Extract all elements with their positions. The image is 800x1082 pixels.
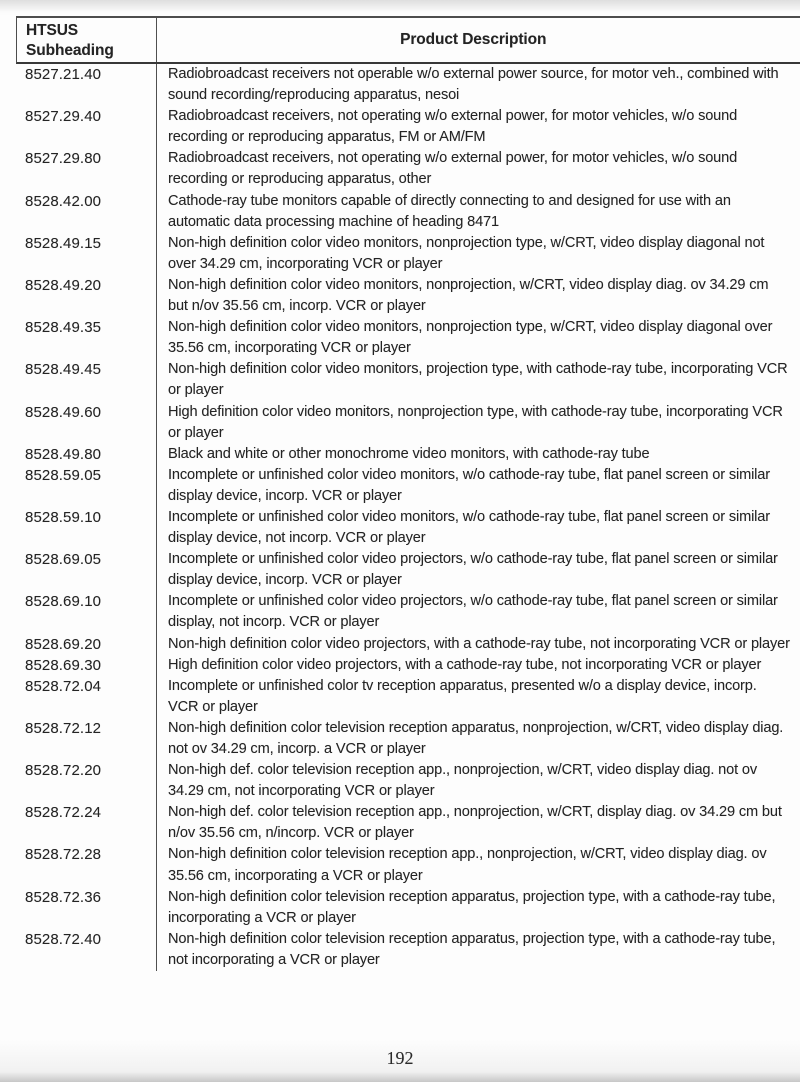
htsus-code-cell: 8528.49.80 [16,444,157,465]
table-row [16,359,800,401]
htsus-code-cell: 8528.72.20 [16,760,157,802]
product-description-cell: Incomplete or unfinished color video monitors, w/o cathode-ray tube, flat panel screen or similar display device, incorp. VCR or player [168,466,770,504]
table-row [16,275,800,317]
column-header-product-description: Product Description [400,31,547,48]
product-description-cell: Non-high definition color video monitors, nonprojection, w/CRT, video display diag. ov 34.29 cm but n/ov 35.56 cm, incorp. VCR or player [168,276,769,315]
product-description-cell: High definition color video monitors, nonprojection type, with cathode-ray tube, incorporating VCR or player [168,403,783,441]
htsus-code-cell: 8528.49.45 [16,359,157,401]
table-row [16,549,800,591]
product-description-cell: Incomplete or unfinished color video monitors, w/o cathode-ray tube, flat panel screen or similar display device, not incorp. VCR or player [168,508,770,547]
table-row [16,444,800,465]
product-description-cell: Non-high def. color television reception app., nonprojection, w/CRT, video display diag. not ov 34.29 cm, not incorporating VCR or player [168,762,758,800]
htsus-code-cell: 8528.69.05 [16,549,157,591]
htsus-code-cell: 8528.69.10 [16,591,157,633]
product-description-cell: Non-high definition color television reception apparatus, projection type, with a cathode-ray tube, not incorporating a VCR or player [168,930,776,968]
product-description-cell: Radiobroadcast receivers not operable w/o external power source, for motor veh., combined with sound recording/reproducing apparatus, nesoi [168,66,779,104]
table-body [16,64,800,971]
page-number: 192 [386,1048,414,1068]
table-header-row [16,18,800,64]
htsus-code-cell: 8528.72.28 [16,844,157,886]
table-row [16,634,800,655]
scan-edge-shadow-top [0,0,800,12]
product-description-cell: Incomplete or unfinished color video projectors, w/o cathode-ray tube, flat panel screen or similar display, not incorp. VCR or player [168,593,778,631]
column-header-htsus-subheading: HTSUS Subheading [17,18,157,62]
htsus-code-cell: 8528.59.10 [16,507,157,549]
product-description-cell: Non-high definition color television reception app., nonprojection, w/CRT, video display diag. ov 35.56 cm, incorporating a VCR or player [168,846,767,884]
table-row [16,106,800,148]
table-row [16,233,800,275]
table-row [16,591,800,633]
htsus-code-cell: 8528.69.20 [16,634,157,655]
htsus-code-cell: 8528.49.20 [16,275,157,317]
table-row [16,148,800,190]
table-row [16,718,800,760]
table-row [16,507,800,549]
product-description-cell: Radiobroadcast receivers, not operating w/o external power, for motor vehicles, w/o sound recording or reproducing apparatus, FM or AM/FM [168,108,738,146]
htsus-code-cell: 8528.42.00 [16,191,157,233]
product-description-cell: High definition color video projectors, with a cathode-ray tube, not incorporating VCR or player [168,656,762,673]
table-row [16,655,800,676]
table-row [16,317,800,359]
table-row [16,802,800,844]
table-row [16,887,800,929]
table-row [16,760,800,802]
product-description-cell: Non-high definition color television reception apparatus, nonprojection, w/CRT, video display diag. not ov 34.29 cm, incorp. a VCR or player [168,719,784,757]
table-row [16,844,800,886]
htsus-code-cell: 8528.49.15 [16,233,157,275]
product-description-cell: Cathode-ray tube monitors capable of directly connecting to and designed for use with an automatic data processing machine of heading 8471 [168,192,731,230]
product-description-cell: Non-high definition color television reception apparatus, projection type, with a cathode-ray tube, incorporating a VCR or player [168,888,776,926]
htsus-code-cell: 8528.72.12 [16,718,157,760]
htsus-code-cell: 8528.72.36 [16,887,157,929]
product-description-cell: Non-high definition color video monitors, projection type, with cathode-ray tube, incorporating VCR or player [168,361,788,399]
htsus-code-cell: 8528.49.35 [16,317,157,359]
table-row [16,676,800,718]
htsus-code-cell: 8528.72.40 [16,929,157,971]
product-description-cell: Non-high definition color video monitors, nonprojection type, w/CRT, video display diagonal over 35.56 cm, incorporating VCR or player [168,319,773,357]
table-row [16,929,800,971]
htsus-code-cell: 8528.69.30 [16,655,157,676]
htsus-code-cell: 8528.49.60 [16,402,157,444]
scan-edge-shadow-bottom [0,1072,800,1082]
product-description-cell: Non-high definition color video projectors, with a cathode-ray tube, not incorporating VCR or player [168,635,790,652]
product-description-cell: Black and white or other monochrome video monitors, with cathode-ray tube [168,445,650,462]
product-description-cell: Incomplete or unfinished color video projectors, w/o cathode-ray tube, flat panel screen or similar display device, incorp. VCR or player [168,551,778,589]
product-description-cell: Radiobroadcast receivers, not operating w/o external power, for motor vehicles, w/o sound recording or reproducing apparatus, other [168,150,738,188]
product-description-cell: Non-high definition color video monitors, nonprojection type, w/CRT, video display diagonal not over 34.29 cm, incorporating VCR or player [168,234,765,272]
table-row [16,191,800,233]
htsus-code-cell: 8527.21.40 [16,64,157,106]
htsus-code-cell: 8528.59.05 [16,465,157,507]
htsus-code-cell: 8527.29.80 [16,148,157,190]
htsus-code-cell: 8527.29.40 [16,106,157,148]
htsus-code-cell: 8528.72.24 [16,802,157,844]
table-row [16,64,800,106]
htsus-code-cell: 8528.72.04 [16,676,157,718]
table-row [16,402,800,444]
htsus-table [16,16,800,971]
product-description-cell: Non-high def. color television reception app., nonprojection, w/CRT, display diag. ov 34.29 cm but n/ov 35.56 cm, n/incorp. VCR or player [168,804,782,842]
product-description-cell: Incomplete or unfinished color tv reception apparatus, presented w/o a display device, incorp. VCR or player [168,677,757,715]
table-row [16,465,800,507]
